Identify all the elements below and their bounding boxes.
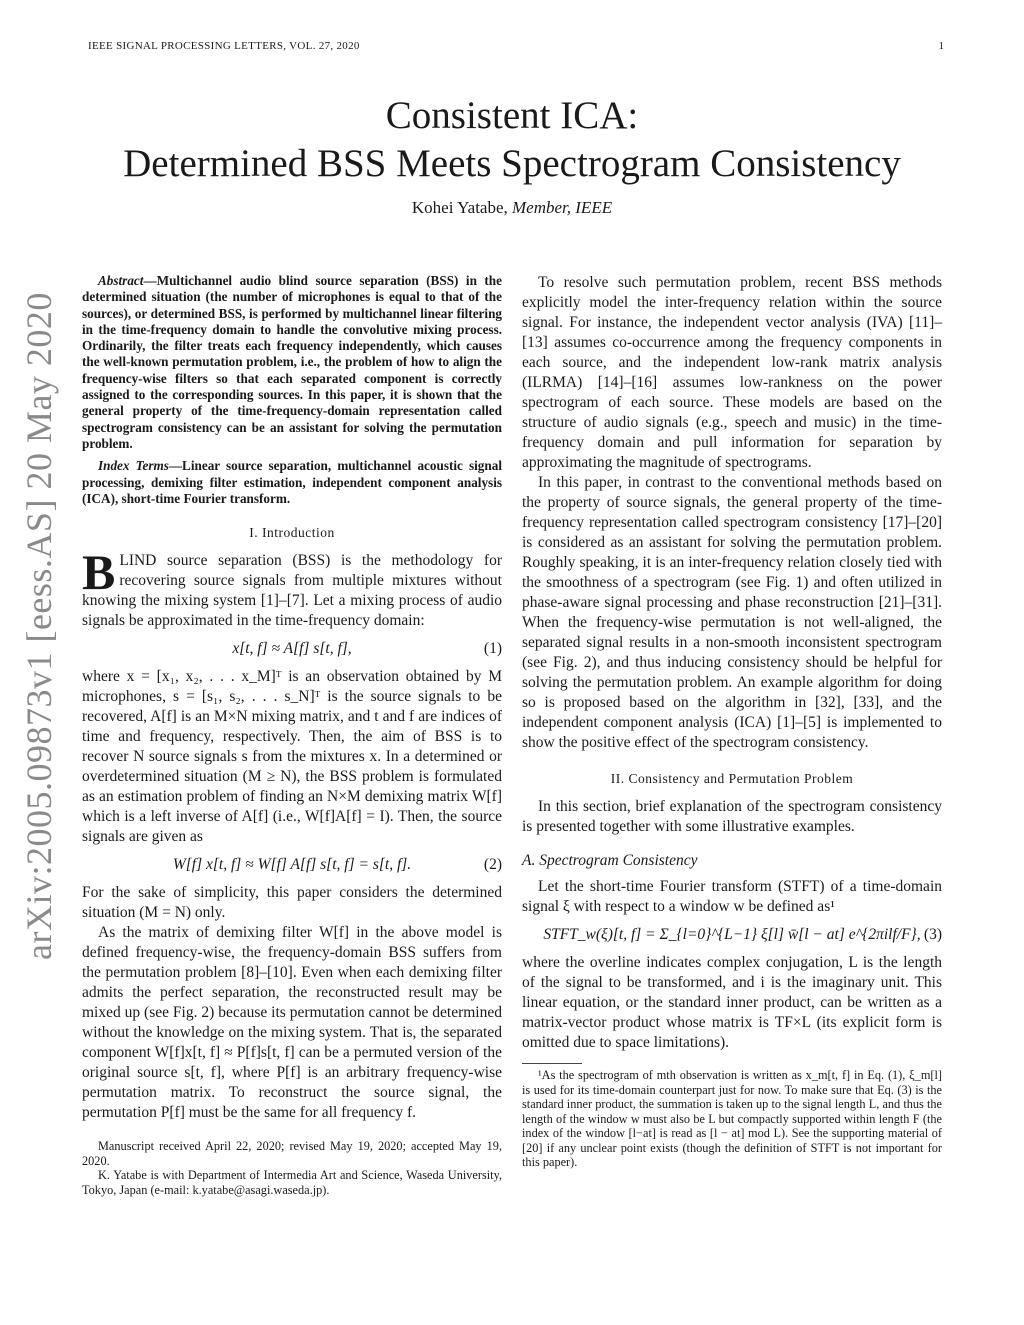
intro-paragraph-2: where x = [x₁, x₂, . . . x_M]ᵀ is an observation obtained by M microphones, s = [s₁, s₂, . . . s_N]ᵀ is the source signals to be recovered, A[f] is an M×N mixing matrix, and t and f are indices of time and frequency, respectively. Then, the aim of BSS is to recover N source signals s from the mixtures x. In a determined or overdetermined situation (M ≥ N), the BSS problem is formulated as an estimation problem of finding an N×M demixing matrix W[f] which is a left inverse of A[f] (i.e., W[f]A[f] = I). Then, the source signals are given as: [82, 668, 502, 846]
running-head: IEEE SIGNAL PROCESSING LETTERS, VOL. 27, 2020: [88, 40, 360, 52]
equation-1: [82, 639, 502, 659]
abstract-text: —Multichannel audio blind source separation (BSS) in the determined situation (the number of microphones is equal to that of the sources), or determined BSS, is performed by multichannel linear filtering in the time-frequency domain to handle the convolutive mixing process. Ordinarily, the filter treats each frequency independently, which causes the well-known permutation problem, i.e., the problem of how to align the frequency-wise filters so that each separated component is correctly assigned to the corresponding sources. In this paper, it is shown that the general property of the time-frequency-domain representation called spectrogram consistency can be an assistant for solving the permutation problem.: [82, 273, 502, 451]
intro-paragraph-1: [82, 544, 502, 631]
author-role: Member, IEEE: [512, 198, 613, 217]
equation-1-body: x[t, f] ≈ A[f] s[t, f],: [232, 640, 352, 658]
manuscript-note-1: Manuscript received April 22, 2020; revised May 19, 2020; accepted May 19, 2020.: [82, 1139, 502, 1168]
intro-paragraph-3: For the sake of simplicity, this paper considers the determined situation (M = N) only.: [82, 884, 502, 922]
right-paragraph-1: To resolve such permutation problem, recent BSS methods explicitly model the inter-frequency relation within the source signal. For instance, the independent vector analysis (IVA) [11]–[13] assumes co-occurrence among the frequency components in each source, and the independent low-rank matrix analysis (ILRMA) [14]–[16] assumes low-rankness on the power spectrogram of each source. These models are based on the structure of audio signals (e.g., speech and music) in the time-frequency domain and pull information for separation by approximating the magnitude of spectrograms.: [522, 274, 942, 471]
paper-title: [0, 92, 1024, 188]
right-column: [522, 273, 942, 1170]
equation-1-number: (1): [483, 640, 502, 658]
author-name: Kohei Yatabe,: [411, 198, 508, 217]
subsection-a-heading: A. Spectrogram Consistency: [522, 852, 698, 869]
index-terms-text: —Linear source separation, multichannel acoustic signal processing, demixing filter estimation, independent component analysis (ICA), short-time Fourier transform.: [82, 458, 502, 506]
title-line-1: Consistent ICA:: [385, 94, 639, 137]
intro-p1-text: LIND source separation (BSS) is the methodology for recovering source signals from multiple mixtures without knowing the mixing system [1]–[7]. Let a mixing process of audio signals be approximated in the time-frequency domain:: [82, 552, 502, 630]
section-2-paragraph-1: In this section, brief explanation of the spectrogram consistency is presented together with some illustrative examples.: [522, 798, 942, 835]
drop-cap: B: [82, 544, 116, 601]
right-paragraph-2: In this paper, in contrast to the conventional methods based on the property of source signals, the general property of the time-frequency representation called spectrogram consistency [17]–[20] is considered as an assistant for solving the permutation problem. Roughly speaking, it is an inter-frequency relation closely tied with the smoothness of a spectrogram (see Fig. 1) and often utilized in phase-aware signal processing and phase reconstruction [21]–[31]. When the frequency-wise permutation is not well-aligned, the separated signal results in a non-smooth inconsistent spectrogram (see Fig. 2), and thus inducing consistency should be helpful for solving the permutation problem. An example algorithm for doing so is proposed based on the algorithm in [32], [33], and the independent component analysis (ICA) [1]–[5] is implemented to show the positive effect of the spectrogram consistency.: [522, 474, 942, 751]
manuscript-note-2: K. Yatabe is with Department of Intermedia Art and Science, Waseda University, Tokyo, Japan (e-mail: k.yatabe@asagi.waseda.jp).: [82, 1168, 502, 1197]
equation-3-body: STFT_w(ξ)[t, f] = Σ_{l=0}^{L−1} ξ[l] w̄[l − at] e^{2πilf/F},: [543, 926, 921, 943]
section-1-heading: I. Introduction: [249, 525, 335, 541]
intro-paragraph-4: As the matrix of demixing filter W[f] in the above model is defined frequency-wise, the frequency-domain BSS suffers from the permutation problem [8]–[10]. Even when each demixing filter admits the perfect separation, the reconstructed result may be mixed up (see Fig. 2) because its permutation cannot be determined without the knowledge on the mixing system. That is, the separated component W[f]x[t, f] ≈ P[f]s[t, f] can be a permuted version of the original source s[t, f], where P[f] is an arbitrary frequency-wise permutation matrix. To reconstruct the source signal, the permutation P[f] must be the same for all frequency f.: [82, 924, 502, 1122]
abstract: [82, 273, 502, 452]
manuscript-notes: [82, 1139, 502, 1197]
equation-3: [522, 925, 942, 945]
author-line: [0, 198, 1024, 218]
title-line-2: Determined BSS Meets Spectrogram Consistency: [123, 142, 901, 185]
arxiv-side-stamp: arXiv:2005.09873v1 [eess.AS] 20 May 2020: [19, 292, 59, 960]
subsection-a-paragraph-2: where the overline indicates complex conjugation, L is the length of the signal to be transformed, and i is the imaginary unit. This linear equation, or the standard inner product, can be written as a matrix-vector product whose matrix is TF×L (its explicit form is omitted due to space limitations).: [522, 954, 942, 1051]
equation-3-number: (3): [923, 926, 942, 943]
left-column: [82, 273, 502, 1197]
equation-2: [82, 855, 502, 875]
section-2-heading: II. Consistency and Permutation Problem: [610, 771, 854, 786]
subsection-a-paragraph-1: Let the short-time Fourier transform (STFT) of a time-domain signal ξ with respect to a window w be defined as¹: [522, 878, 942, 915]
abstract-label: Abstract: [98, 273, 144, 288]
index-terms: [82, 458, 502, 507]
equation-2-number: (2): [483, 856, 502, 874]
index-terms-label: Index Terms: [98, 458, 169, 474]
footnote-1: ¹As the spectrogram of mth observation is written as x_m[t, f] in Eq. (1), ξ_m[l] is used for its time-domain counterpart just for now. To make sure that Eq. (3) is the standard inner product, the summation is taken up to the signal length L, and thus the length of the window w must also be L but compactly supported within length F (the index of the window [l−at] is read as [l − at] mod L). See the supporting material of [20] if any unclear point exists (though the definition of STFT is not important for this paper).: [522, 1068, 942, 1169]
page-number: 1: [938, 40, 944, 52]
equation-2-body: W[f] x[t, f] ≈ W[f] A[f] s[t, f] = s[t, f].: [172, 856, 412, 874]
footnote-rule: [522, 1063, 582, 1064]
